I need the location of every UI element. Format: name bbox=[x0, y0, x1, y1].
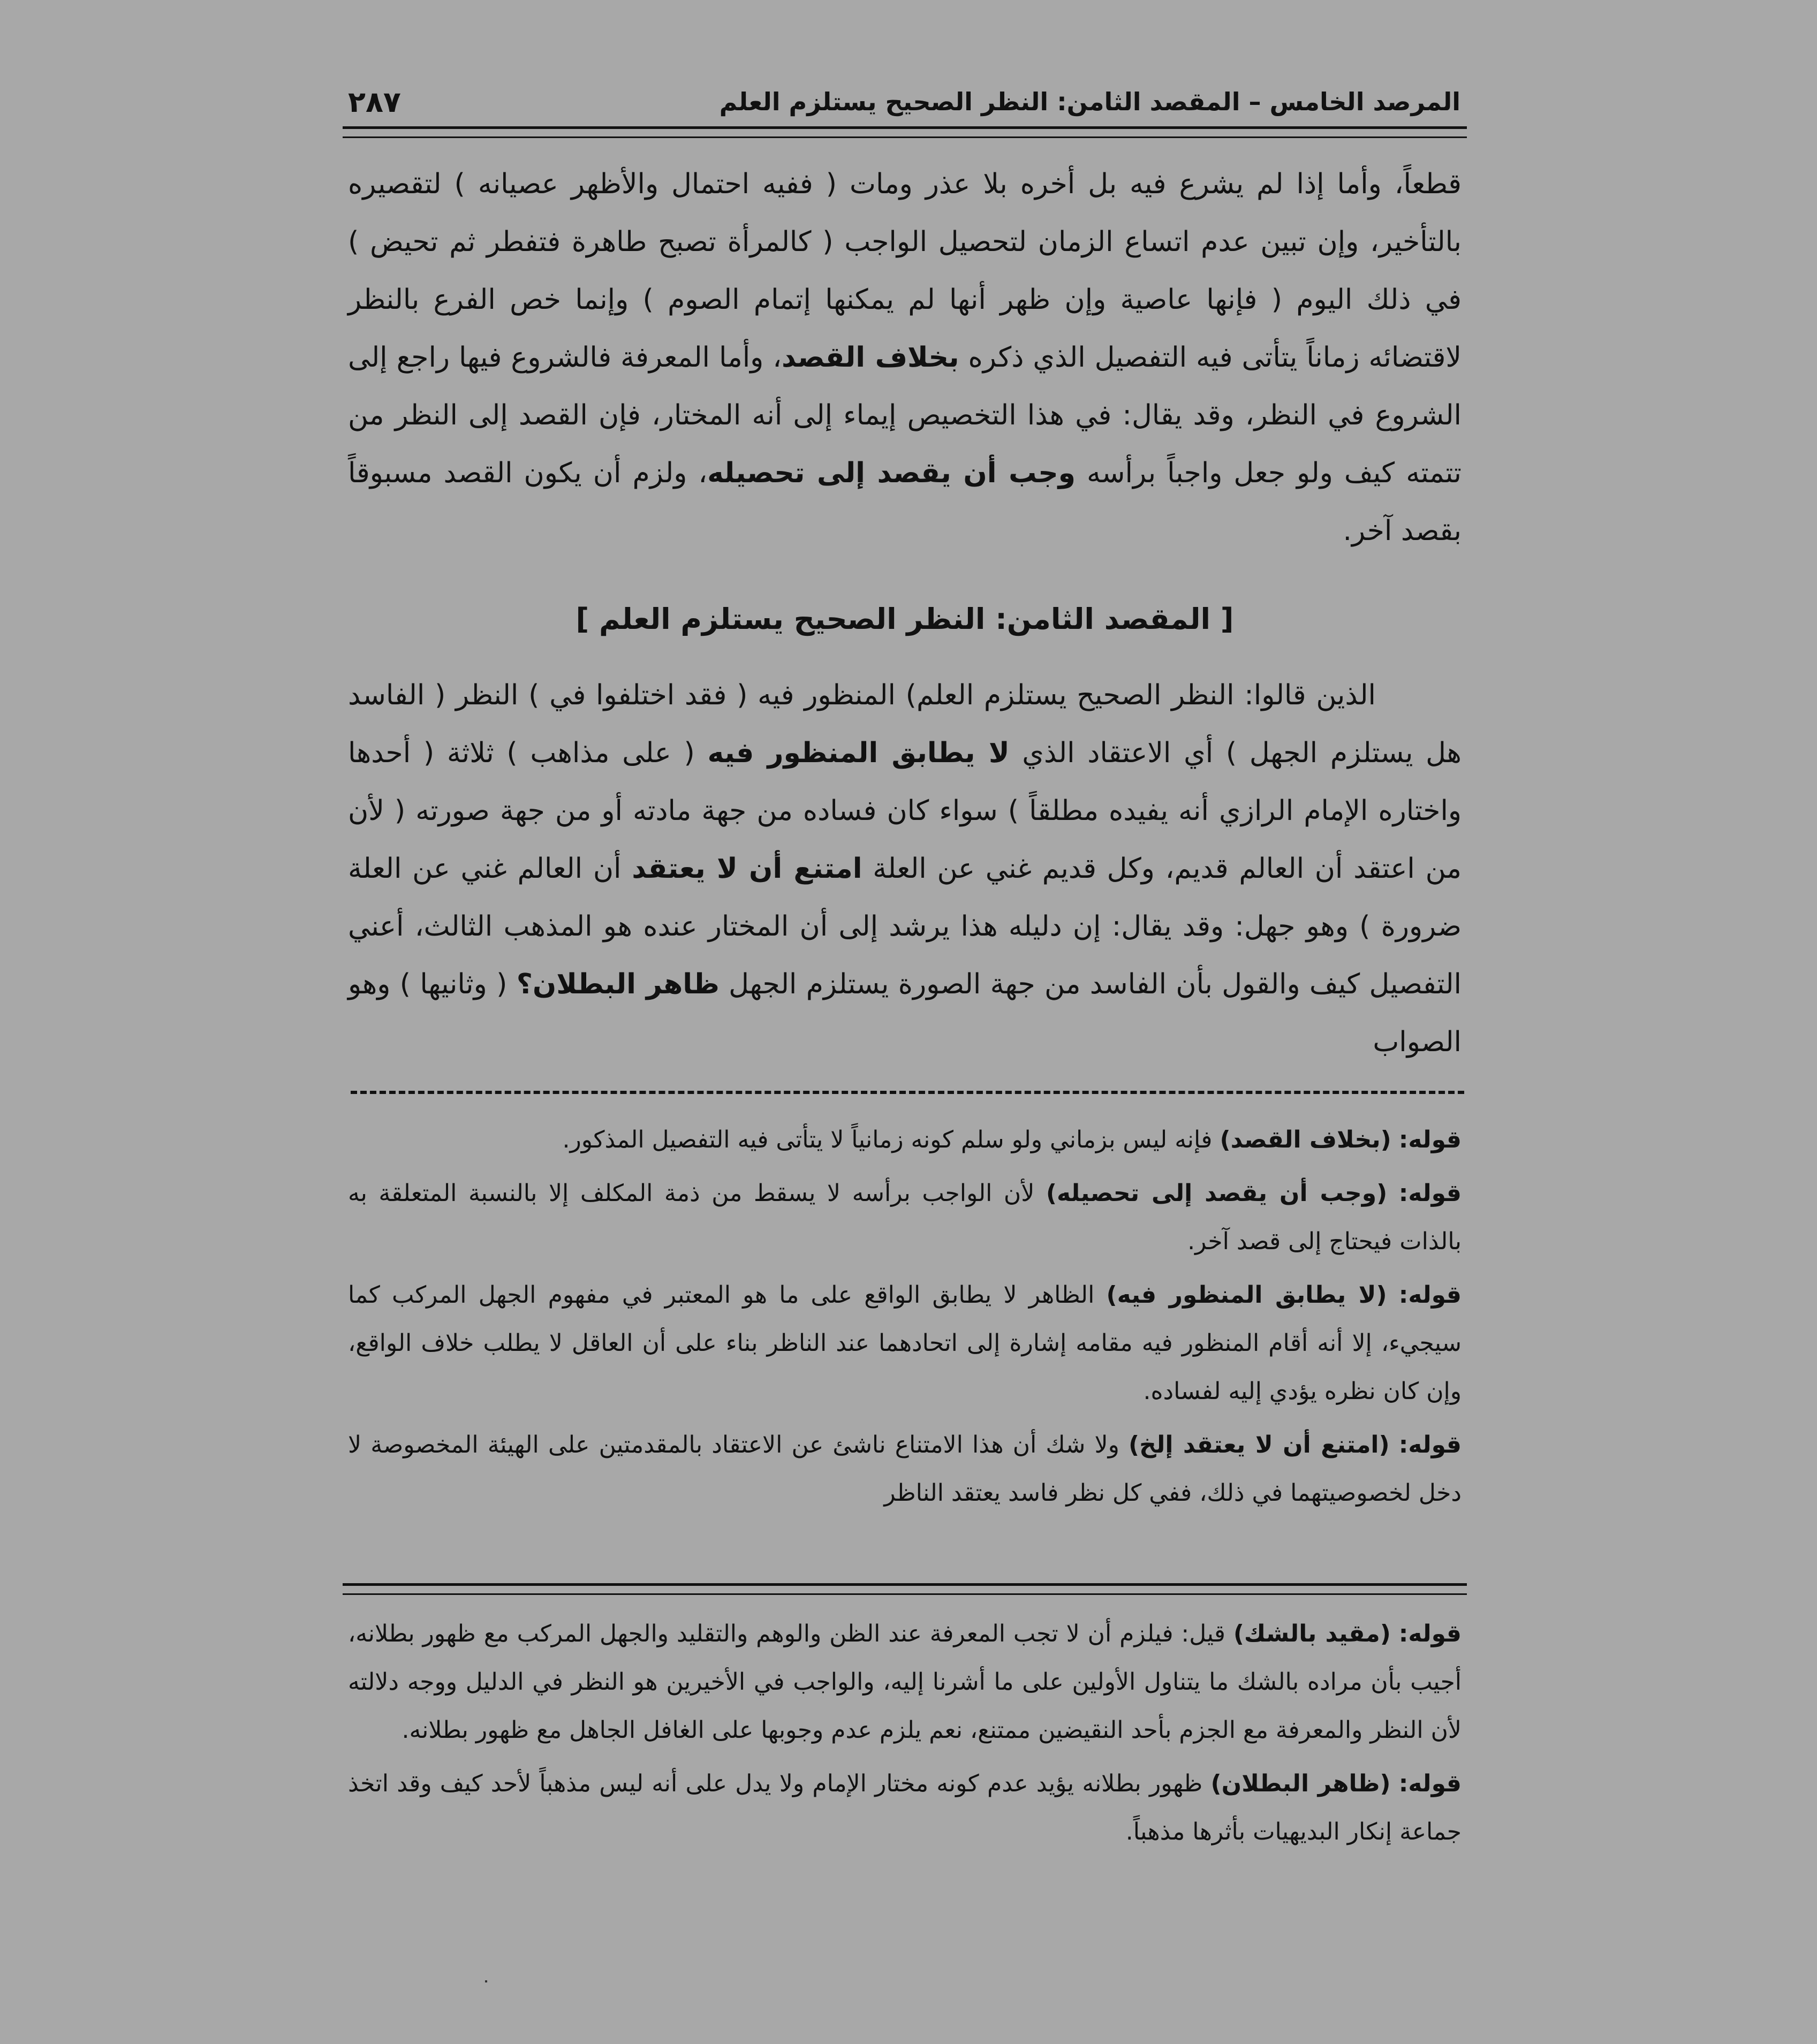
note-text: لأن الواجب برأسه لا يسقط من ذمة المكلف إلا بالنسبة المتعلقة به بالذات فيحتاج إلى قصد آخر. bbox=[348, 1180, 1462, 1255]
commentary-note bbox=[348, 1760, 1462, 1856]
commentary-note bbox=[348, 1271, 1462, 1416]
note-quote: (ظاهر البطلان) bbox=[1210, 1770, 1391, 1797]
note-text: الظاهر لا يطابق الواقع على ما هو المعتبر في مفهوم الجهل المركب كما سيجيء، إلا أنه أقام المنظور فيه مقامه إشارة إلى اتحادهما عند الناظر بناء على أن العاقل لا يطلب خلاف الواقع، وإن كان نظره يؤدي إليه لفساده. bbox=[348, 1281, 1462, 1405]
note-quote: (مقيد بالشك) bbox=[1233, 1620, 1391, 1647]
bold-phrase: بخلاف القصد bbox=[782, 341, 959, 374]
text-run: ( على مذاهب ) ثلاثة ( أحدها واختاره الإمام الرازي أنه يفيده مطلقاً ) سواء كان فساده من جهة مادته أو من جهة صورته ( لأن من اعتقد أن العالم قديم، وكل قديم غني عن العلة bbox=[348, 737, 1462, 885]
header-rule bbox=[343, 126, 1467, 138]
section-heading: [ المقصد الثامن: النظر الصحيح يستلزم العلم ] bbox=[576, 602, 1234, 636]
note-text: ظهور بطلانه يؤيد عدم كونه مختار الإمام ولا يدل على أنه ليس مذهباً لأحد كيف وقد اتخذ جماعة إنكار البديهيات بأثرها مذهباً. bbox=[348, 1770, 1462, 1845]
text-run: الذين قالوا: النظر الصحيح يستلزم العلم) المنظور فيه ( فقد اختلفوا في ) النظر ( الفاسد هل يستلزم الجهل ) أي الاعتقاد الذي bbox=[348, 679, 1462, 769]
text-run: ، وأما المعرفة فالشروع فيها راجع إلى الشروع في النظر، وقد يقال: في هذا التخصيص إيماء إلى أنه المختار، فإن القصد إلى النظر من تتمته كيف ولو جعل واجباً برأسه bbox=[348, 341, 1462, 489]
note-quote: (لا يطابق المنظور فيه) bbox=[1106, 1281, 1387, 1309]
text-run: ( وثانيها ) وهو الصواب bbox=[348, 968, 1462, 1058]
bold-phrase: ظاهر البطلان؟ bbox=[516, 968, 720, 1000]
text-run: ، ولزم أن يكون القصد مسبوقاً بقصد آخر. bbox=[348, 457, 1462, 547]
note-label: قوله: bbox=[1398, 1770, 1462, 1797]
note-text: قيل: فيلزم أن لا تجب المعرفة عند الظن والوهم والتقليد والجهل المركب مع ظهور بطلانه، أجيب بأن مراده بالشك ما يتناول الأولين على ما أشرنا إليه، والواجب في الأخيرين هو النظر في الدليل ووجه دلالته لأن النظر والمعرفة مع الجزم بأحد النقيضين ممتنع، نعم يلزم عدم وجوبها على الغافل الجاهل مع ظهور بطلانه. bbox=[348, 1620, 1462, 1744]
note-label: قوله: bbox=[1398, 1180, 1462, 1207]
note-label: قوله: bbox=[1398, 1620, 1462, 1647]
header-title: المرصد الخامس – المقصد الثامن: النظر الصحيح يستلزم العلم bbox=[719, 87, 1460, 116]
bold-phrase: امتنع أن لا يعتقد bbox=[632, 853, 862, 885]
commentary-block-2 bbox=[348, 1610, 1462, 1861]
footnote-separator bbox=[351, 1091, 1464, 1094]
note-label: قوله: bbox=[1398, 1126, 1462, 1153]
main-text-block-1 bbox=[348, 155, 1462, 560]
bold-phrase: لا يطابق المنظور فيه bbox=[707, 737, 1010, 769]
page-number: ٢٨٧ bbox=[348, 85, 401, 119]
main-text-block-2 bbox=[348, 666, 1462, 1071]
text-run: أن العالم غني عن العلة ضرورة ) وهو جهل: وقد يقال: إن دليله هذا يرشد إلى أن المختار عنده هو المذهب الثالث، أعني التفصيل كيف والقول بأن الفاسد من جهة الصورة يستلزم الجهل bbox=[348, 853, 1462, 1000]
bold-phrase: وجب أن يقصد إلى تحصيله bbox=[707, 457, 1076, 489]
note-quote: (وجب أن يقصد إلى تحصيله) bbox=[1046, 1180, 1388, 1207]
paragraph bbox=[348, 155, 1462, 560]
paragraph bbox=[348, 666, 1462, 1071]
note-text: فإنه ليس بزماني ولو سلم كونه زمانياً لا يتأتى فيه التفصيل المذكور. bbox=[562, 1126, 1220, 1153]
commentary-block-1 bbox=[348, 1116, 1462, 1523]
note-quote: (امتنع أن لا يعتقد إلخ) bbox=[1129, 1431, 1390, 1458]
note-label: قوله: bbox=[1398, 1281, 1462, 1309]
note-text: ولا شك أن هذا الامتناع ناشئ عن الاعتقاد بالمقدمتين على الهيئة المخصوصة لا دخل لخصوصيتهما في ذلك، ففي كل نظر فاسد يعتقد الناظر bbox=[348, 1431, 1462, 1507]
commentary-note bbox=[348, 1169, 1462, 1266]
section-rule bbox=[343, 1583, 1467, 1595]
note-quote: (بخلاف القصد) bbox=[1220, 1126, 1391, 1153]
commentary-note bbox=[348, 1421, 1462, 1517]
commentary-note bbox=[348, 1610, 1462, 1754]
scan-speck bbox=[485, 1980, 487, 1982]
text-run: قطعاً، وأما إذا لم يشرع فيه بل أخره بلا عذر ومات ( ففيه احتمال والأظهر عصيانه ) لتقصيره بالتأخير، وإن تبين عدم اتساع الزمان لتحصيل الواجب ( كالمرأة تصبح طاهرة فتفطر ثم تحيض ) في ذلك اليوم ( فإنها عاصية وإن ظهر أنها لم يمكنها إتمام الصوم ) وإنما خص الفرع بالنظر لاقتضائه زماناً يتأتى فيه التفصيل الذي ذكره bbox=[348, 168, 1462, 374]
running-header bbox=[348, 80, 1460, 123]
commentary-note bbox=[348, 1116, 1462, 1164]
note-label: قوله: bbox=[1398, 1431, 1462, 1458]
